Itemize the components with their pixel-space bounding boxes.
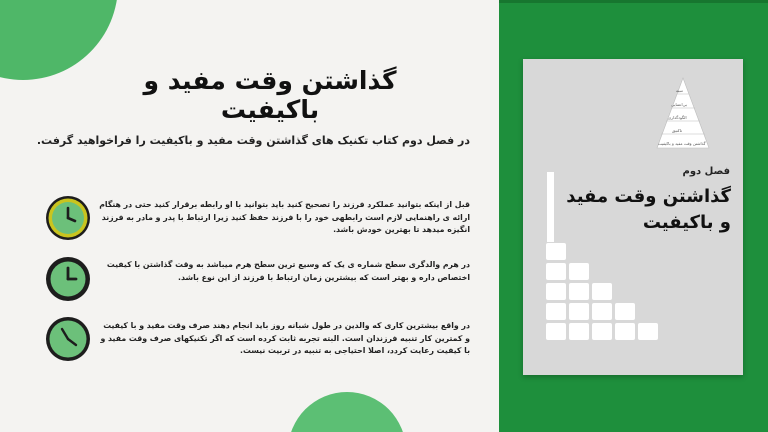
clock-icon [45,256,91,302]
pyramid-diagram [655,76,711,154]
stair-block [592,283,612,300]
clock-icon [45,316,91,362]
stair-block [569,283,589,300]
stair-block [592,303,612,320]
stair-block [546,263,566,280]
list-item-text-2: در هرم والدگری سطح شماره ی یک که وسیع ترین سطح هرم میباشد به وقت گذاشتن با کیفیت اختصاص داره و بهتر است که بیشترین زمان ارتباط با فرزند از این نوع باشد. [106,260,470,282]
stair-block [546,283,566,300]
stair-block [569,263,589,280]
book-chapter-label: فصل دوم [682,166,730,177]
pyramid-label-5: گذاشتن وقت مفید و باکیفیت [658,141,706,146]
stair-block [615,323,635,340]
pyramid-shape [655,76,711,150]
stair-block [592,323,612,340]
slide-title: گذاشتن وقت مفید و باکیفیت [143,66,397,124]
stair-block [615,303,635,320]
stair-block [638,323,658,340]
panel-top-accent [499,0,768,3]
stair-block [546,303,566,320]
decorative-circle-bottom [288,392,406,432]
stair-block [546,323,566,340]
pyramid-label-3: الگودگذاری [668,115,687,120]
cover-vertical-bar [547,172,554,242]
stair-block [546,243,566,260]
list-item-text-3: در واقع بیشترین کاری که والدین در طول شبانه روز باید انجام دهند صرف وقت مفید و با کیفیت و کمترین کار تنبیه فرزندان است. البته تجربه ثابت کرده است که اگر تکنیکهای صرف وقت مفید و با کیفیت رعایت کردد، اصلا احتیاجی به تنبیه در تربیت نیست. [100,321,470,355]
pyramid-label-4: تاکتیق [672,128,682,133]
pyramid-label-2: بی‌اعتنایی [671,102,688,107]
pyramid-label-1: تنبیه [676,88,683,93]
book-title-line-1: گذاشتن وقت مفید [566,186,731,207]
slide-subtitle: در فصل دوم کتاب تکنیک های گذاشتن وقت مفید و باکیفیت را فراخواهید گرفت. [36,134,470,147]
list-item-text-1: قبل از اینکه بتوانید عملکرد فرزند را تصحیح کنید باید بتوانید با او رابطه برقرار کنید حتی در هنگام ارائه ی راهنمایی لازم است رابطهی خود را با فرزند حفظ کنید زیرا ارتباط با پدر و مادر به فرزند انگیزه میدهد تا بهترین خودش باشد. [99,200,470,234]
stair-block [569,303,589,320]
stair-block [569,323,589,340]
book-title-line-2: و باکیفیت [642,212,731,233]
clock-icon [45,195,91,241]
